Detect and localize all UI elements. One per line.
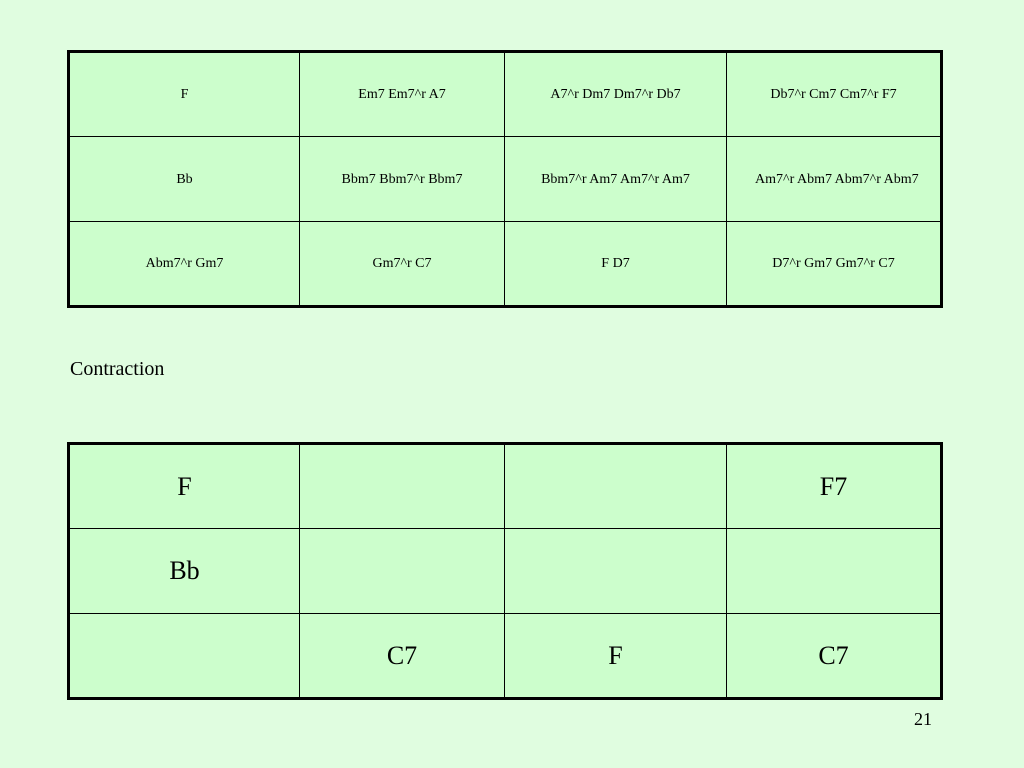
table-row bbox=[69, 137, 942, 222]
table-cell: A7^r Dm7 Dm7^r Db7 bbox=[505, 52, 727, 137]
table-cell: Em7 Em7^r A7 bbox=[300, 52, 505, 137]
table-cell: F7 bbox=[727, 444, 942, 529]
table-cell bbox=[300, 444, 505, 529]
chord-table-expanded bbox=[67, 50, 943, 308]
table-cell: Am7^r Abm7 Abm7^r Abm7 bbox=[727, 137, 942, 222]
table-cell bbox=[505, 529, 727, 614]
table-cell: Bb bbox=[69, 529, 300, 614]
table-cell: Db7^r Cm7 Cm7^r F7 bbox=[727, 52, 942, 137]
table-cell bbox=[69, 614, 300, 699]
table-cell bbox=[505, 444, 727, 529]
section-heading: Contraction bbox=[70, 358, 165, 380]
table-row bbox=[69, 444, 942, 529]
table-cell: Bbm7^r Am7 Am7^r Am7 bbox=[505, 137, 727, 222]
table-cell bbox=[300, 529, 505, 614]
table-cell: F bbox=[69, 52, 300, 137]
table-cell: F bbox=[505, 614, 727, 699]
table-cell: Bb bbox=[69, 137, 300, 222]
table-cell: Gm7^r C7 bbox=[300, 222, 505, 307]
table-row bbox=[69, 614, 942, 699]
table-cell: C7 bbox=[727, 614, 942, 699]
table-cell: D7^r Gm7 Gm7^r C7 bbox=[727, 222, 942, 307]
table-cell: Bbm7 Bbm7^r Bbm7 bbox=[300, 137, 505, 222]
table-cell: F bbox=[69, 444, 300, 529]
table-cell: C7 bbox=[300, 614, 505, 699]
chord-table-contraction bbox=[67, 442, 943, 700]
table-row bbox=[69, 222, 942, 307]
page-number: 21 bbox=[914, 709, 932, 729]
table-row bbox=[69, 529, 942, 614]
table-cell bbox=[727, 529, 942, 614]
table-cell: Abm7^r Gm7 bbox=[69, 222, 300, 307]
table-cell: F D7 bbox=[505, 222, 727, 307]
table-row bbox=[69, 52, 942, 137]
